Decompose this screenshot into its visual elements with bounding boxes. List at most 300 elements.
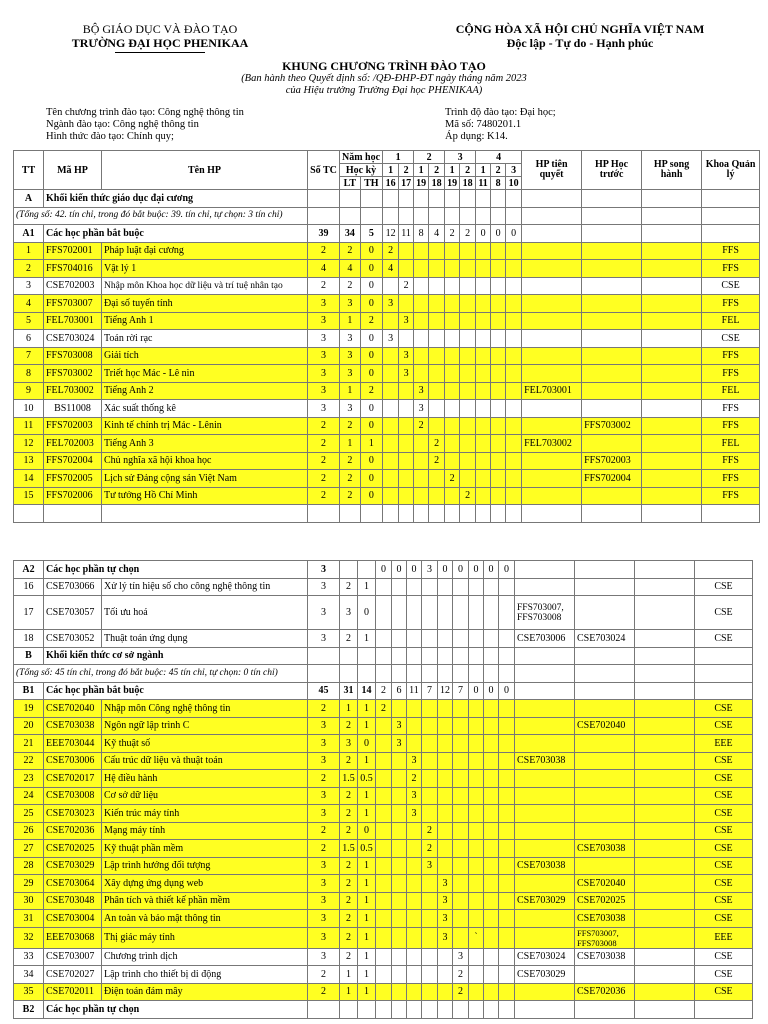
empty-cell: [422, 647, 438, 665]
course-semester-credits: [407, 822, 422, 840]
semester-in-year-header: 3: [506, 164, 522, 177]
course-row: [14, 277, 760, 295]
course-lt: 2: [340, 948, 358, 966]
course-prior: [582, 400, 642, 418]
course-credits: 2: [308, 700, 340, 718]
course-faculty: CSE: [695, 805, 753, 823]
course-th: 1: [358, 857, 376, 875]
section-label: B: [14, 647, 44, 665]
course-semester-credits: [453, 927, 469, 948]
course-semester-credits: 2: [422, 822, 438, 840]
course-semester-credits: [445, 347, 460, 365]
course-lt: 2: [340, 242, 361, 260]
section-total: 12: [438, 682, 453, 700]
course-semester-credits: [392, 752, 407, 770]
course-semester-credits: [422, 717, 438, 735]
course-semester-credits: [422, 787, 438, 805]
course-th: 0: [360, 400, 382, 418]
course-semester-credits: 3: [399, 365, 414, 383]
course-row: [14, 700, 753, 718]
course-prior: [582, 330, 642, 348]
course-faculty: FFS: [702, 470, 760, 488]
section-total: [340, 561, 358, 579]
course-semester-credits: [438, 840, 453, 858]
course-semester-credits: [376, 857, 392, 875]
course-semester-credits: [376, 983, 392, 1001]
course-faculty: CSE: [695, 966, 753, 984]
course-lt: 1: [340, 382, 361, 400]
course-semester-credits: [460, 295, 476, 313]
course-credits: 3: [308, 365, 340, 383]
course-semester-credits: [414, 487, 429, 505]
course-semester-credits: [422, 892, 438, 910]
empty-cell: [575, 561, 635, 579]
empty-cell: [308, 190, 340, 208]
university-name: TRƯỜNG ĐẠI HỌC PHENIKAA: [71, 36, 249, 50]
course-semester-credits: [438, 983, 453, 1001]
section-total: 0: [476, 225, 491, 243]
course-semester-credits: [469, 596, 484, 630]
course-semester-credits: [392, 787, 407, 805]
empty-cell: [575, 1001, 635, 1019]
course-tt: 5: [14, 312, 44, 330]
course-semester-credits: [429, 382, 445, 400]
course-semester-credits: [438, 805, 453, 823]
course-semester-credits: [491, 400, 506, 418]
course-prereq: [522, 347, 582, 365]
course-name: Mạng máy tính: [102, 822, 308, 840]
course-semester-credits: [414, 347, 429, 365]
course-semester-credits: [429, 277, 445, 295]
course-credits: 2: [308, 452, 340, 470]
course-code: CSE702011: [44, 983, 102, 1001]
course-prior: FFS703002: [582, 417, 642, 435]
course-semester-credits: [491, 382, 506, 400]
course-code: FEL702003: [44, 435, 102, 453]
course-parallel: [635, 983, 695, 1001]
course-semester-credits: [414, 470, 429, 488]
course-tt: 24: [14, 787, 44, 805]
course-th: 1: [358, 787, 376, 805]
course-semester-credits: [453, 752, 469, 770]
course-row: [14, 382, 760, 400]
course-semester-credits: [499, 578, 515, 596]
course-semester-credits: [392, 578, 407, 596]
section-total: 0: [484, 561, 499, 579]
course-semester-credits: [392, 822, 407, 840]
course-semester-credits: [460, 452, 476, 470]
course-name: Xây dựng ứng dụng web: [102, 875, 308, 893]
course-semester-credits: [469, 822, 484, 840]
section-a1-row: [14, 225, 760, 243]
course-semester-credits: 3: [453, 948, 469, 966]
course-faculty: CSE: [695, 875, 753, 893]
semester-in-year-header: 1: [476, 164, 491, 177]
course-lt: 1.5: [340, 770, 358, 788]
course-prior: [575, 578, 635, 596]
course-name: Triết học Mác - Lê nin: [102, 365, 308, 383]
section-total: 5: [360, 225, 382, 243]
course-row: [14, 452, 760, 470]
section-total: 34: [340, 225, 361, 243]
course-tt: 23: [14, 770, 44, 788]
course-prior: [575, 787, 635, 805]
course-semester-credits: [407, 983, 422, 1001]
course-semester-credits: [407, 735, 422, 753]
empty-cell: [499, 1001, 515, 1019]
course-semester-credits: [484, 910, 499, 928]
col-credits-header: Số TC: [308, 151, 340, 190]
course-prior: CSE702036: [575, 983, 635, 1001]
section-note: (Tổng số: 45 tín chỉ, trong đó bắt buộc: 45 tín chỉ, tự chọn: 0 tín chỉ): [14, 665, 308, 683]
empty-cell: [484, 647, 499, 665]
course-semester-credits: [499, 927, 515, 948]
course-semester-credits: [376, 875, 392, 893]
course-semester-credits: [460, 417, 476, 435]
course-prior: [582, 277, 642, 295]
course-th: 2: [360, 312, 382, 330]
course-parallel: [642, 365, 702, 383]
course-semester-credits: [392, 983, 407, 1001]
course-semester-credits: 2: [383, 242, 399, 260]
course-prereq: [515, 910, 575, 928]
empty-cell: [429, 207, 445, 225]
empty-cell: [392, 1001, 407, 1019]
course-semester-credits: [460, 435, 476, 453]
course-name: Lập trình hướng đối tượng: [102, 857, 308, 875]
course-prereq: [522, 260, 582, 278]
course-semester-credits: [484, 700, 499, 718]
course-lt: 1: [340, 435, 361, 453]
course-semester-credits: [476, 382, 491, 400]
course-faculty: CSE: [695, 770, 753, 788]
empty-cell: [308, 505, 340, 523]
course-semester-credits: [438, 857, 453, 875]
course-semester-credits: [469, 630, 484, 648]
course-semester-credits: [445, 435, 460, 453]
course-semester-credits: [422, 875, 438, 893]
course-semester-credits: [438, 630, 453, 648]
empty-cell: [499, 647, 515, 665]
course-tt: 6: [14, 330, 44, 348]
empty-cell: [491, 190, 506, 208]
empty-cell: [515, 665, 575, 683]
course-faculty: CSE: [695, 787, 753, 805]
course-semester-credits: [506, 487, 522, 505]
course-semester-credits: [407, 717, 422, 735]
course-semester-credits: [491, 330, 506, 348]
course-credits: 3: [308, 347, 340, 365]
empty-cell: [499, 665, 515, 683]
semester-in-year-header: 2: [460, 164, 476, 177]
year-2-header: 2: [414, 151, 445, 164]
course-row: [14, 966, 753, 984]
course-code: CSE703006: [44, 752, 102, 770]
course-semester-credits: 3: [438, 892, 453, 910]
course-semester-credits: 3: [407, 805, 422, 823]
semester-number-header: 18: [429, 177, 445, 190]
course-semester-credits: [484, 805, 499, 823]
course-prior: [575, 966, 635, 984]
course-prereq: [522, 312, 582, 330]
course-lt: 2: [340, 470, 361, 488]
course-th: 0.5: [358, 840, 376, 858]
course-credits: 2: [308, 417, 340, 435]
course-th: 1: [358, 910, 376, 928]
course-semester-credits: [407, 927, 422, 948]
course-semester-credits: [453, 596, 469, 630]
section-total: 0: [469, 561, 484, 579]
course-row: [14, 822, 753, 840]
course-row: [14, 487, 760, 505]
course-tt: 32: [14, 927, 44, 948]
course-semester-credits: 2: [407, 770, 422, 788]
course-semester-credits: [392, 966, 407, 984]
course-semester-credits: [499, 630, 515, 648]
empty-cell: [702, 190, 760, 208]
course-row: [14, 752, 753, 770]
section-a2-row: [14, 561, 753, 579]
course-parallel: [635, 717, 695, 735]
empty-cell: [635, 647, 695, 665]
course-semester-credits: [453, 875, 469, 893]
course-code: FEL703001: [44, 312, 102, 330]
course-code: CSE702025: [44, 840, 102, 858]
empty-cell: [44, 505, 102, 523]
empty-cell: [695, 647, 753, 665]
course-th: 1: [358, 927, 376, 948]
course-name: Tiếng Anh 3: [102, 435, 308, 453]
course-th: 1: [358, 578, 376, 596]
empty-cell: [340, 207, 361, 225]
course-lt: 3: [340, 347, 361, 365]
course-th: 0: [358, 596, 376, 630]
empty-cell: [358, 1001, 376, 1019]
course-semester-credits: [429, 260, 445, 278]
section-total: 2: [460, 225, 476, 243]
major-name: Ngành đào tạo: Công nghệ thông tin: [46, 119, 199, 130]
course-th: 0.5: [358, 770, 376, 788]
course-prior: [582, 295, 642, 313]
course-tt: 11: [14, 417, 44, 435]
course-prereq: FFS703007, FFS703008: [515, 596, 575, 630]
course-parallel: [635, 752, 695, 770]
section-a-note-row: [14, 207, 760, 225]
course-th: 0: [360, 470, 382, 488]
course-tt: 28: [14, 857, 44, 875]
course-semester-credits: [469, 948, 484, 966]
course-semester-credits: [469, 805, 484, 823]
course-semester-credits: [460, 382, 476, 400]
course-prereq: [522, 242, 582, 260]
section-title: Khối kiến thức cơ sở ngành: [44, 647, 308, 665]
course-semester-credits: [376, 966, 392, 984]
course-prior: CSE703024: [575, 630, 635, 648]
course-prior: CSE702040: [575, 717, 635, 735]
course-semester-credits: 2: [422, 840, 438, 858]
course-lt: 2: [340, 277, 361, 295]
empty-cell: [575, 647, 635, 665]
course-semester-credits: [438, 596, 453, 630]
course-semester-credits: [376, 717, 392, 735]
course-tt: 8: [14, 365, 44, 383]
course-row: [14, 805, 753, 823]
course-th: 1: [358, 717, 376, 735]
course-semester-credits: [429, 330, 445, 348]
course-prereq: [522, 277, 582, 295]
course-name: Hệ điều hành: [102, 770, 308, 788]
document-subtitle-issuer: của Hiệu trưởng Trường Đại học PHENIKAA): [285, 85, 483, 96]
course-prior: [582, 260, 642, 278]
program-code: Mã số: 7480201.1: [445, 119, 522, 130]
semester-number-header: 19: [414, 177, 429, 190]
course-credits: 2: [308, 435, 340, 453]
course-semester-credits: [429, 347, 445, 365]
course-semester-credits: [506, 470, 522, 488]
course-semester-credits: [453, 787, 469, 805]
empty-cell: [429, 190, 445, 208]
section-total: 0: [484, 682, 499, 700]
course-prior: [575, 770, 635, 788]
course-parallel: [635, 910, 695, 928]
course-semester-credits: [469, 787, 484, 805]
course-faculty: FEL: [702, 312, 760, 330]
course-semester-credits: [469, 735, 484, 753]
course-semester-credits: [445, 382, 460, 400]
year-3-header: 3: [445, 151, 476, 164]
course-credits: 3: [308, 857, 340, 875]
empty-cell: [506, 190, 522, 208]
course-prior: [582, 435, 642, 453]
section-total: 4: [429, 225, 445, 243]
course-semester-credits: [476, 452, 491, 470]
program-info-right: [445, 107, 556, 143]
course-semester-credits: [484, 857, 499, 875]
course-prior: [582, 242, 642, 260]
semester-number-header: 18: [460, 177, 476, 190]
course-code: BS11008: [44, 400, 102, 418]
course-prereq: CSE703029: [515, 966, 575, 984]
course-code: EEE703044: [44, 735, 102, 753]
course-name: Ngôn ngữ lập trình C: [102, 717, 308, 735]
course-lt: 3: [340, 596, 358, 630]
empty-cell: [438, 1001, 453, 1019]
course-semester-credits: [422, 630, 438, 648]
course-name: Thị giác máy tính: [102, 927, 308, 948]
course-semester-credits: [453, 822, 469, 840]
course-semester-credits: [499, 948, 515, 966]
course-prereq: [515, 700, 575, 718]
col-code-header: Mã HP: [44, 151, 102, 190]
course-name: Thuật toán ứng dụng: [102, 630, 308, 648]
course-semester-credits: [445, 295, 460, 313]
empty-cell: [383, 207, 399, 225]
course-semester-credits: [399, 400, 414, 418]
course-semester-credits: [453, 578, 469, 596]
course-semester-credits: [414, 365, 429, 383]
course-th: 0: [360, 295, 382, 313]
course-parallel: [635, 840, 695, 858]
header-row-1: [14, 151, 760, 164]
course-prereq: CSE703038: [515, 752, 575, 770]
course-parallel: [642, 400, 702, 418]
course-prior: [582, 487, 642, 505]
course-semester-credits: [445, 242, 460, 260]
course-credits: 3: [308, 910, 340, 928]
document-subtitle-decision: (Ban hành theo Quyết định số: /QĐ-ĐHP-ĐT ngày tháng năm 2023: [241, 73, 527, 84]
course-name: Cơ sở dữ liệu: [102, 787, 308, 805]
course-credits: 4: [308, 260, 340, 278]
course-semester-credits: [491, 435, 506, 453]
course-semester-credits: [399, 487, 414, 505]
course-semester-credits: [445, 452, 460, 470]
course-semester-credits: [484, 787, 499, 805]
course-semester-credits: [460, 470, 476, 488]
course-th: 1: [358, 892, 376, 910]
section-title: Các học phần bắt buộc: [44, 225, 308, 243]
empty-cell: [360, 207, 382, 225]
course-faculty: CSE: [702, 277, 760, 295]
course-tt: 31: [14, 910, 44, 928]
course-code: FFS702004: [44, 452, 102, 470]
course-semester-credits: [506, 435, 522, 453]
course-semester-credits: [476, 260, 491, 278]
course-th: 0: [360, 487, 382, 505]
course-faculty: FFS: [702, 242, 760, 260]
course-parallel: [635, 892, 695, 910]
section-total: 0: [506, 225, 522, 243]
course-credits: 3: [308, 805, 340, 823]
empty-cell: [392, 665, 407, 683]
course-prior: [582, 365, 642, 383]
course-semester-credits: 3: [407, 787, 422, 805]
empty-cell: [407, 1001, 422, 1019]
course-name: Giải tích: [102, 347, 308, 365]
course-semester-credits: [460, 277, 476, 295]
course-parallel: [642, 435, 702, 453]
empty-cell: [340, 647, 358, 665]
course-name: Toán rời rạc: [102, 330, 308, 348]
empty-cell: [522, 225, 582, 243]
course-lt: 2: [340, 787, 358, 805]
course-prior: [575, 752, 635, 770]
course-semester-credits: [484, 770, 499, 788]
course-th: 1: [358, 805, 376, 823]
course-prereq: [522, 330, 582, 348]
section-note: (Tổng số: 42. tín chỉ, trong đó bắt buộc: 39. tín chỉ, tự chọn: 3 tín chỉ): [14, 207, 308, 225]
course-semester-credits: [506, 417, 522, 435]
course-prereq: [522, 470, 582, 488]
course-row: [14, 312, 760, 330]
course-prior: [575, 805, 635, 823]
course-code: FEL703002: [44, 382, 102, 400]
course-row: [14, 948, 753, 966]
course-semester-credits: [476, 347, 491, 365]
course-tt: 2: [14, 260, 44, 278]
course-prereq: FEL703002: [522, 435, 582, 453]
course-semester-credits: [407, 596, 422, 630]
course-code: CSE703008: [44, 787, 102, 805]
empty-cell: [642, 225, 702, 243]
course-semester-credits: [383, 312, 399, 330]
course-parallel: [642, 295, 702, 313]
course-semester-credits: [460, 242, 476, 260]
course-semester-credits: [491, 260, 506, 278]
course-semester-credits: 3: [414, 400, 429, 418]
course-semester-credits: 3: [438, 927, 453, 948]
course-semester-credits: [460, 365, 476, 383]
course-name: Lập trình cho thiết bị di động: [102, 966, 308, 984]
